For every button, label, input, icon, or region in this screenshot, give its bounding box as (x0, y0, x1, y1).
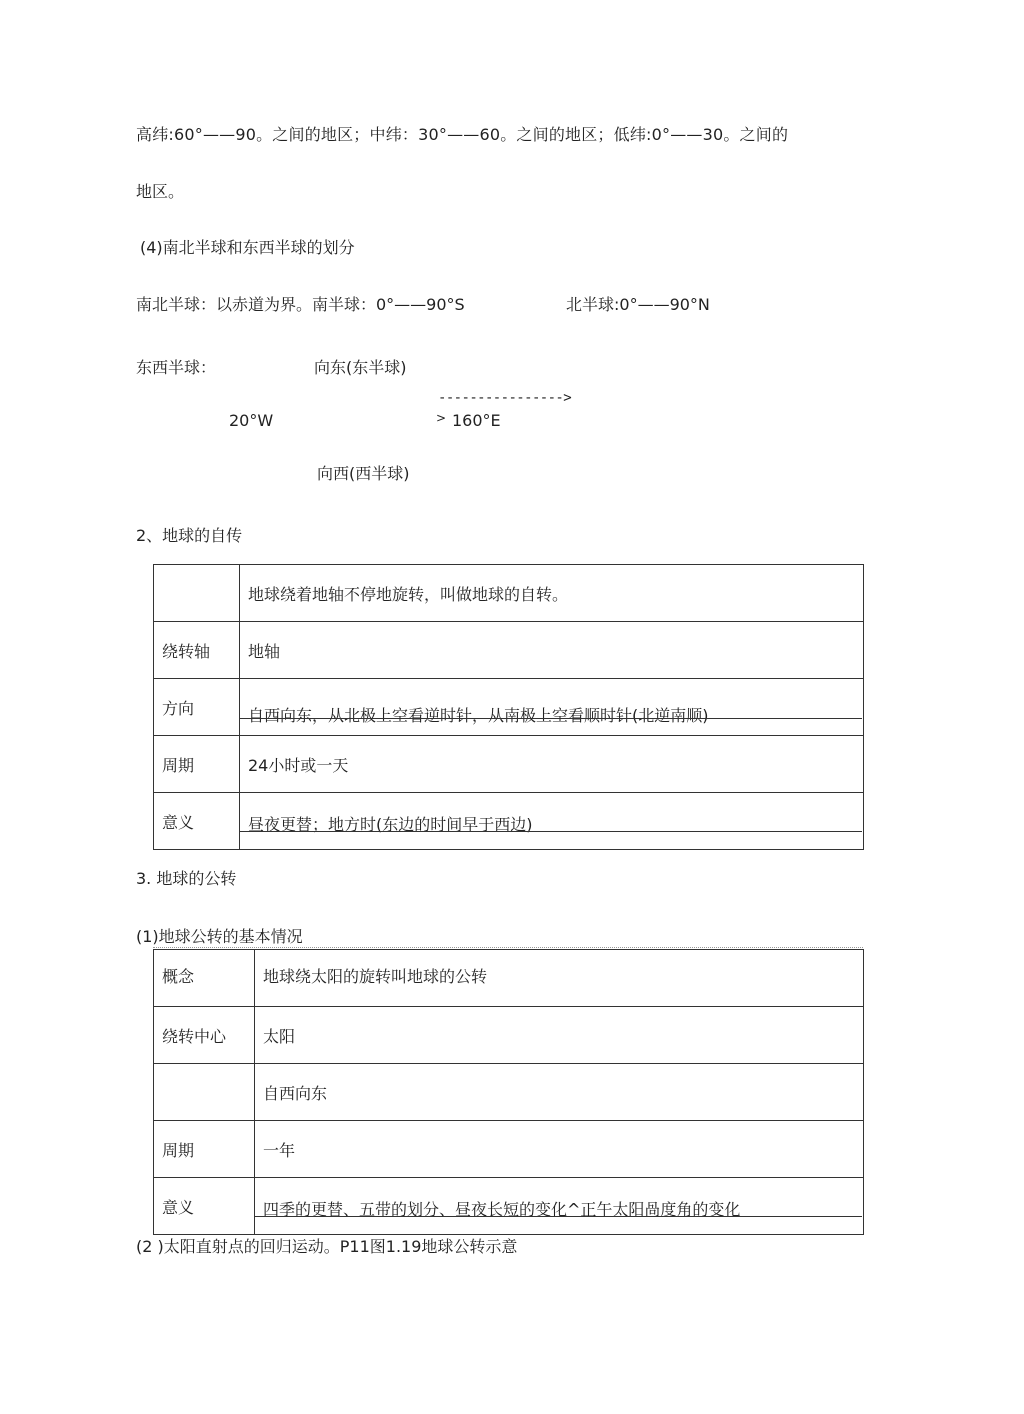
latitude-bands-continuation: 地区。 (136, 182, 185, 201)
table-row (154, 736, 864, 793)
row-label: 绕转轴 (154, 622, 240, 679)
table-row (154, 622, 864, 679)
revolution-heading: 3. 地球的公转 (136, 869, 237, 888)
table-row (154, 793, 864, 850)
table-inner-rule (254, 1216, 862, 1217)
row-label: 概念 (154, 950, 255, 1007)
row-value: 四季的更替、五带的划分、昼夜长短的变化^正午太阳咼度角的变化 (255, 1178, 864, 1235)
table-row (154, 679, 864, 736)
table-inner-rule (239, 831, 862, 832)
row-value: 地轴 (240, 622, 864, 679)
direct-point-heading: (2 )太阳直射点的回归运动。P11图1.19地球公转示意 (136, 1237, 518, 1256)
row-label: 方向 (154, 679, 240, 736)
east-meridian-label: 160°E (452, 411, 501, 430)
rotation-table (153, 564, 864, 850)
east-hemisphere-label: 向东(东半球) (314, 358, 407, 377)
west-hemisphere-label: 向西(西半球) (317, 464, 410, 483)
dotted-rule (153, 947, 863, 948)
row-value: 地球绕太阳的旋转叫地球的公转 (255, 950, 864, 1007)
table-row (154, 565, 864, 622)
row-label: 意义 (154, 793, 240, 850)
revolution-subheading: (1)地球公转的基本情况 (136, 927, 303, 946)
table-inner-rule (239, 718, 862, 719)
row-value: 自西向东，从北极上空看逆时针，从南极上空看顺时针(北逆南顺) (240, 679, 864, 736)
hemisphere-heading: (4)南北半球和东西半球的划分 (140, 238, 355, 257)
north-hemisphere-text: 北半球:0°——90°N (566, 295, 710, 314)
row-value: 昼夜更替；地方时(东边的时间早于西边) (240, 793, 864, 850)
east-west-hemisphere-label: 东西半球： (136, 358, 217, 377)
north-south-hemisphere-text: 南北半球：以赤道为界。南半球：0°——90°S (136, 295, 465, 314)
table-row (154, 1178, 864, 1235)
row-label (154, 565, 240, 622)
row-value: 地球绕着地轴不停地旋转，叫做地球的自转。 (240, 565, 864, 622)
row-value: 一年 (255, 1121, 864, 1178)
row-label: 绕转中心 (154, 1007, 255, 1064)
table-row (154, 1064, 864, 1121)
row-label: 意义 (154, 1178, 255, 1235)
latitude-bands-text: 高纬:60°——90。之间的地区；中纬：30°——60。之间的地区；低纬:0°——30。之间的 (136, 125, 789, 144)
revolution-table (153, 949, 864, 1235)
table-row (154, 950, 864, 1007)
row-label: 周期 (154, 736, 240, 793)
small-arrow-glyph: > (436, 411, 447, 425)
row-value: 24小时或一天 (240, 736, 864, 793)
row-label (154, 1064, 255, 1121)
table-row (154, 1121, 864, 1178)
west-meridian-label: 20°W (229, 411, 274, 430)
row-value: 太阳 (255, 1007, 864, 1064)
direction-arrow: ----------------> (438, 390, 572, 406)
rotation-heading: 2、地球的自传 (136, 526, 243, 545)
table-row (154, 1007, 864, 1064)
row-label: 周期 (154, 1121, 255, 1178)
row-value: 自西向东 (255, 1064, 864, 1121)
